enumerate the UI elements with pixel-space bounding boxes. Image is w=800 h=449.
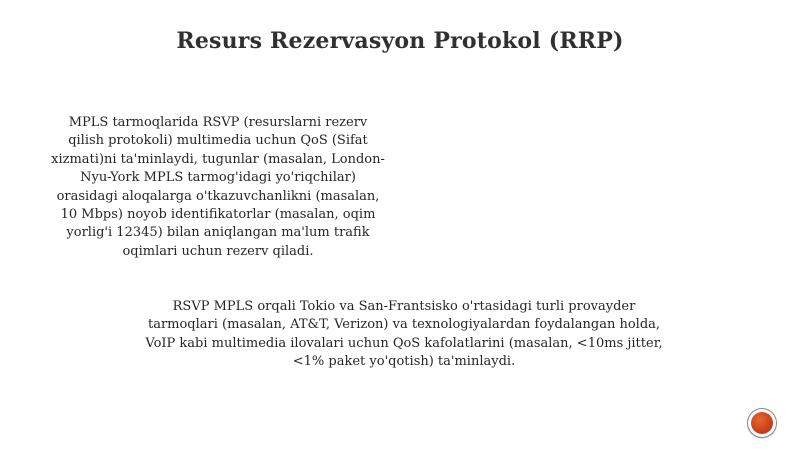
- body-paragraph-2: RSVP MPLS orqali Tokio va San-Frantsisko o'rtasidagi turli provayder tarmoqlari (masalan, AT&T, Verizon) va texnologiyalardan foydalangan holda, VoIP kabi multimedia ilovalari uchun QoS kafolatlarini (masalan, <10ms jitter, <1% paket yo'qotish) ta'minlaydi.: [145, 299, 663, 370]
- body-paragraph-1: MPLS tarmoqlarida RSVP (resurslarni rezerv qilish protokoli) multimedia uchun QoS (Sifat xizmati)ni ta'minlaydi, tugunlar (masalan, London-Nyu-York MPLS tarmog'idagi yo'riqchilar) orasidagi aloqalarga o'tkazuvchanlikni (masalan, 10 Mbps) noyob identifikatorlar (masalan, oqim yorlig'i 12345) bilan aniqlangan ma'lum trafik oqimlari uchun rezerv qiladi.: [51, 115, 385, 259]
- orange-circle-icon: [751, 412, 773, 434]
- slide-title: Resurs Rezervasyon Protokol (RRP): [176, 28, 624, 54]
- next-slide-button[interactable]: [748, 409, 776, 437]
